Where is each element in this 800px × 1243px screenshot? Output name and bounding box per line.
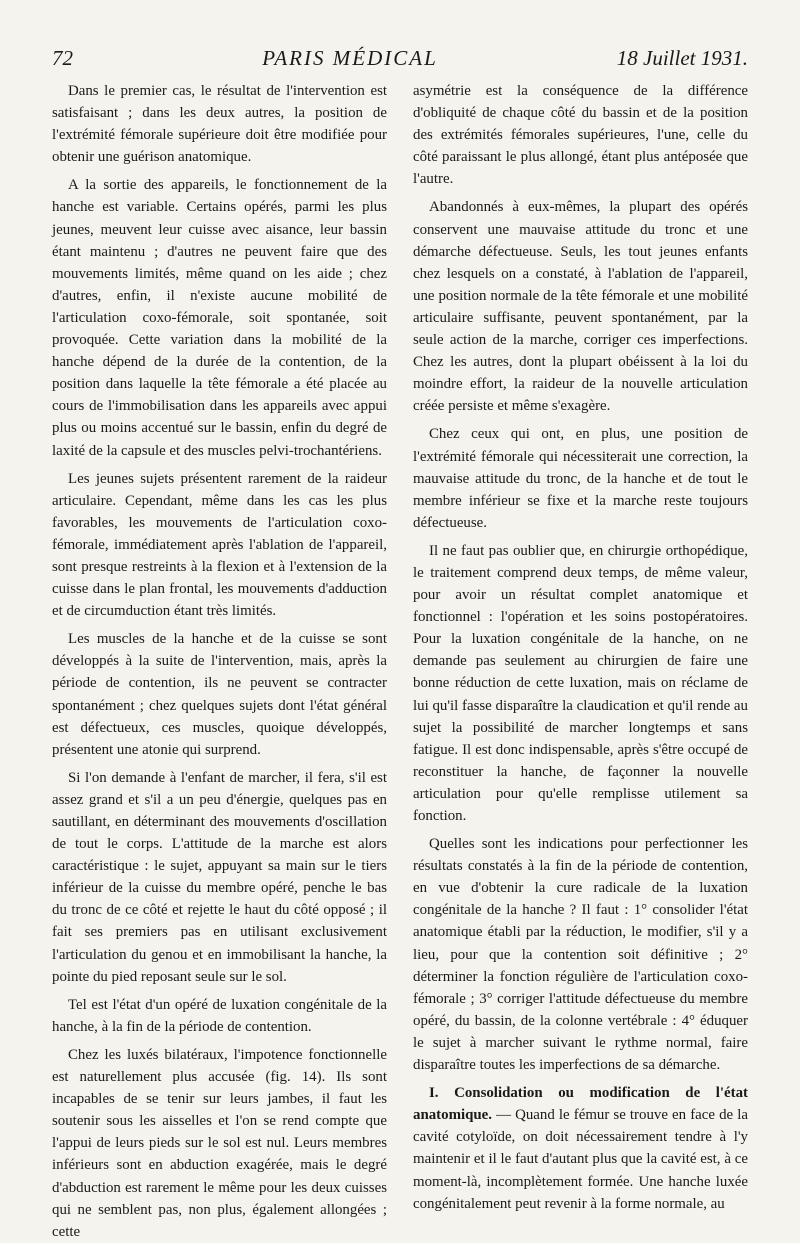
paragraph: Les muscles de la hanche et de la cuisse se sont développés à la suite de l'intervention, mais, après la période de contention, ils ne peuvent se contracter spontanément ; chez quelques sujets dont l'état général est défectueux, ces muscles, quoique développés, présentent une atonie qui surprend. <box>52 631 387 758</box>
paragraph: Quelles sont les indications pour perfectionner les résultats constatés à la fin de la période de contention, en vue d'obtenir la cure radicale de la luxation congénitale de la hanche ? Il faut : 1° consolider l'état anatomique établi par la réduction, le modifier, s'il y a lieu, pour que la contention soit définitive ; 2° déterminer la fonction régulière de l'articulation coxo-fémorale ; 3° corriger l'attitude défectueuse du membre opéré, du bassin, de la colonne vertébrale : 4° éduquer le sujet à marcher suivant le rythme normal, faire disparaître toutes les imperfections de sa démarche. <box>413 836 748 1074</box>
section-text: — Quand le fémur se trouve en face de la cavité cotyloïde, on doit nécessairement tendre à l'y maintenir et il le faut d'autant plus que la cavité est, à ce moment-là, incomplètement formée. Une hanche luxée congénitalement peut revenir à la forme normale, au <box>413 1107 748 1212</box>
page-number: 72 <box>52 46 73 70</box>
issue-date: 18 Juillet 1931. <box>616 46 748 70</box>
paragraph: Dans le premier cas, le résultat de l'intervention est satisfaisant ; dans les deux autres, la position de l'extrémité fémorale supérieure doit être modifiée pour obtenir une guérison anatomique. <box>52 83 387 166</box>
paragraph: Abandonnés à eux-mêmes, la plupart des opérés conservent une mauvaise attitude du tronc et une démarche défectueuse. Seuls, les tout jeunes enfants chez lesquels on a constaté, à l'ablation de l'appareil, une position normale de la tête fémorale et une mobilité articulaire suffisante, peuvent spontanément, par la seule action de la marche, corriger ces imperfections. Chez les autres, dont la plupart obéissent à la loi du moindre effort, la raideur de la nouvelle articulation créée persiste et même s'exagère. <box>413 199 748 415</box>
right-column <box>413 80 748 1243</box>
paragraph-continued: asymétrie est la conséquence de la différence d'obliquité de chaque côté du bassin et de la position des extrémités fémorales supérieures, l'une, celle du côté paraissant le plus allongé, étant plus antéposée que l'autre. <box>413 83 748 188</box>
paragraph: Il ne faut pas oublier que, en chirurgie orthopédique, le traitement comprend deux temps, de même valeur, pour avoir un résultat complet anatomique et fonctionnel : l'opération et les soins postopératoires. Pour la luxation congénitale de la hanche, on ne demande pas seulement au chirurgien de faire une bonne réduction de cette luxation, mais on réclame de lui qu'il fasse disparaître la claudication et qu'il rende au sujet la possibilité de marcher longtemps et sans fatigue. Il est donc indispensable, après s'être occupé de reconstituer la hanche, de façonner la nouvelle articulation pour qu'elle remplisse utilement sa fonction. <box>413 542 748 824</box>
journal-title: PARIS MÉDICAL <box>262 46 438 70</box>
paragraph: Chez les luxés bilatéraux, l'impotence fonctionnelle est naturellement plus accusée (fig. 14). Ils sont incapables de se tenir sur leurs jambes, il faut les soutenir sous les aisselles et l'on se rend compte que l'appui de leurs pieds sur le sol est nul. Leurs membres inférieurs sont en abduction exagérée, mais le degré d'abduction est rarement le même pour les deux cuisses qui ne semblent pas, non plus, également allongées ; cette <box>52 1046 387 1240</box>
paragraph: Tel est l'état d'un opéré de luxation congénitale de la hanche, à la fin de la période de contention. <box>52 996 387 1035</box>
two-column-body <box>52 80 748 1243</box>
paragraph: Chez ceux qui ont, en plus, une position de l'extrémité fémorale qui nécessiterait une correction, la mauvaise attitude du tronc, de la hanche et de tout le membre inférieur se fixe et la marche reste toujours défectueuse. <box>413 426 748 531</box>
paragraph: Si l'on demande à l'enfant de marcher, il fera, s'il est assez grand et s'il a un peu d'énergie, quelques pas en sautillant, en déterminant des mouvements d'oscillation de tout le corps. L'attitude de la marche est alors caractéristique : le sujet, appuyant sa main sur le tiers inférieur de la cuisse du membre opéré, penche le bas du tronc de ce côté et rejette le haut du côté opposé ; il fait ses premiers pas en utilisant exclusivement l'articulation du genou et en immobilisant la hanche, la pointe du pied reposant seule sur le sol. <box>52 769 387 985</box>
section-heading: I. Consolidation ou modification de l'état anatomique. <box>413 1085 748 1124</box>
paragraph: A la sortie des appareils, le fonctionnement de la hanche est variable. Certains opérés, parmi les plus jeunes, meuvent leur cuisse avec aisance, leur bassin étant maintenu ; d'autres ne peuvent faire que des mouvements limités, même quand on les aide ; chez d'autres, enfin, il n'existe aucune mobilité de l'articulation coxo-fémorale, soit spontanée, soit provoquée. Cette variation dans la mobilité de la hanche dépend de la durée de la contention, de la position dans laquelle la tête fémorale a été placée au cours de l'immobilisation dans les appareils avec appui plus ou moins accentué sur le bassin, enfin du degré de laxité de la capsule et des muscles pelvi-trochantériens. <box>52 177 387 459</box>
paragraph: Les jeunes sujets présentent rarement de la raideur articulaire. Cependant, même dans les cas les plus favorables, les mouvements de l'articulation coxo-fémorale, immédiatement après l'ablation de l'appareil, sont presque restreints à la flexion et à l'extension de la cuisse dans le plan frontal, les mouvements d'adduction et de circumduction étant très limités. <box>52 470 387 620</box>
running-header <box>52 46 748 76</box>
left-column <box>52 80 387 1243</box>
paragraph-section <box>413 1082 748 1215</box>
